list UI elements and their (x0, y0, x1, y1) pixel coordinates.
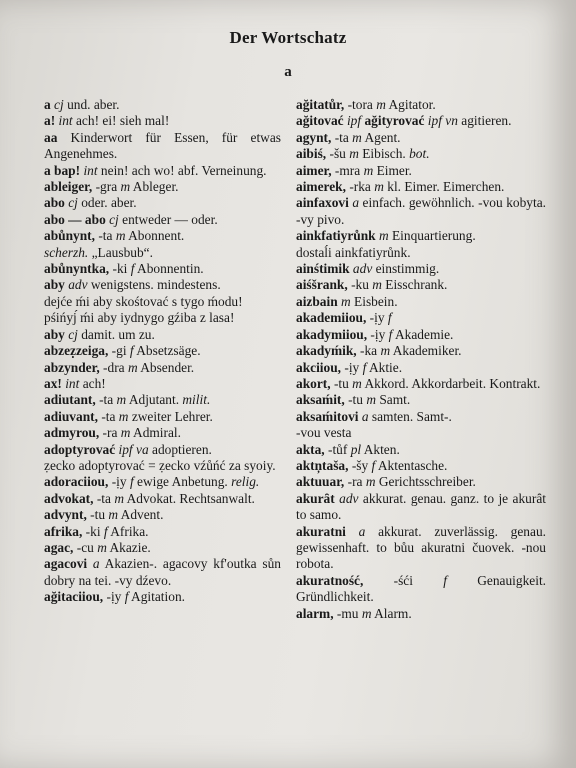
grammar-label: m (380, 343, 391, 359)
definition-text: einfach. gewöhnlich. -vou kobyta. -vy pivo. (296, 195, 546, 227)
dictionary-entry (44, 409, 281, 425)
definition-text: Eisbein. (350, 293, 398, 309)
definition-text: pśińyj́ ḿi aby iydnygo gźiba z lasa! (44, 310, 235, 326)
dictionary-entry (296, 130, 546, 146)
dictionary-entry (296, 179, 546, 195)
headword: ainśtimik (296, 261, 350, 277)
definition-text: Absender. (137, 359, 195, 375)
definition-text: -vou vesta (296, 425, 352, 441)
dictionary-entry (44, 163, 281, 179)
headword: agac, (44, 539, 74, 555)
headword: akuratność, (296, 572, 364, 588)
definition-text: -ịy (366, 310, 388, 326)
definition-text: -tůf (324, 441, 351, 457)
definition-text: Eibisch. (358, 146, 410, 162)
definition-text: -ta (95, 228, 116, 244)
section-letter: a (284, 64, 292, 80)
grammar-label: m (352, 375, 362, 391)
grammar-label: ipf vn (424, 113, 458, 129)
dictionary-entry (44, 556, 281, 589)
definition-text: akkurat. zuverlässig. genau. gewissenhaft. to bůu akuratni čuovek. -nou robota. (296, 523, 546, 572)
dictionary-entry (296, 474, 546, 490)
dictionary-entry (296, 97, 546, 113)
grammar-label: m (365, 474, 376, 490)
headword: a! (44, 113, 56, 129)
definition-text: -ra (99, 425, 121, 441)
definition-text: -ta (97, 408, 119, 424)
headword: ainkfatiyrůnk (296, 228, 376, 244)
dictionary-entry (44, 491, 281, 507)
definition-text: Akten. (361, 441, 400, 457)
grammar-label: milit. (182, 392, 211, 408)
grammar-label: int (55, 113, 73, 129)
dictionary-entry (44, 228, 281, 244)
definition-text: -dra (99, 359, 128, 375)
grammar-label: pl (350, 441, 362, 457)
headword: aimerek, (296, 179, 346, 195)
definition-text: Aktentasche. (375, 457, 448, 473)
definition-text: Admiral. (130, 425, 182, 441)
grammar-label: cj (50, 97, 64, 112)
dictionary-entry (44, 113, 281, 129)
headword: abzeẓzeiga, (44, 343, 109, 359)
definition-text: -šu (326, 146, 350, 162)
definition-text: -ịy (341, 359, 363, 375)
dictionary-entry (44, 524, 281, 540)
definition-text: -tora (344, 97, 377, 112)
dictionary-entry (296, 327, 546, 343)
grammar-label: a (87, 556, 100, 572)
headword: akta, (296, 441, 325, 457)
definition-text: -ki (109, 261, 131, 277)
headword: aksaḿitovi (296, 408, 359, 424)
definition-text: ẓecko adoptyrovać = ẓecko vźůńć za syoiy. (44, 457, 276, 473)
dictionary-entry (296, 113, 546, 129)
headword: aimer, (296, 162, 332, 178)
dictionary-entry (296, 392, 546, 408)
grammar-label: m (116, 392, 127, 408)
definition-text: -ịy (103, 589, 125, 605)
definition-text: Samt. (375, 392, 411, 408)
definition-text: Abonnentin. (134, 261, 204, 277)
dictionary-entry (296, 343, 546, 359)
dictionary-entry (296, 524, 546, 573)
headword: aby (44, 326, 65, 342)
grammar-label: m (337, 293, 351, 309)
definition-text: adoptieren. (148, 441, 212, 457)
definition-text: Absetzsäge. (133, 343, 201, 359)
grammar-label: int (61, 375, 80, 391)
dictionary-entry (296, 195, 546, 228)
page-title: Der Wortschatz (229, 28, 347, 47)
grammar-label: relig. (231, 474, 260, 490)
definition-text: Aktie. (366, 359, 403, 375)
definition-text: nein! ach wo! abf. Verneinung. (97, 162, 267, 178)
headword: aiśšrank, (296, 277, 348, 293)
dictionary-entry (296, 294, 546, 310)
headword: aibiś, (296, 146, 327, 162)
definition-text: zweiter Lehrer. (128, 408, 213, 424)
headword: abo (44, 195, 65, 211)
dictionary-entry (296, 245, 546, 261)
grammar-label: f (103, 523, 108, 539)
grammar-label: m (108, 507, 119, 523)
headword: akciiou, (296, 359, 342, 375)
dictionary-entry (296, 491, 546, 524)
headword: adoptyrovać (44, 441, 116, 457)
grammar-label: m (127, 359, 138, 375)
grammar-label: m (118, 408, 129, 424)
dictionary-entry (296, 277, 546, 293)
definition-text: Ableger. (130, 179, 179, 195)
definition-text: -ịy (108, 474, 130, 490)
definition-text: Akkord. Akkordarbeit. Kontrakt. (361, 375, 541, 391)
headword: abůnyntka, (44, 261, 110, 277)
headword: ağitovać (296, 113, 344, 129)
definition-text: oder. aber. (77, 195, 137, 211)
grammar-label: m (120, 425, 131, 441)
headword: aksaḿit, (296, 392, 345, 408)
grammar-label: f (130, 261, 135, 277)
definition-text: Afrika. (107, 523, 149, 539)
dictionary-entry (44, 245, 281, 261)
grammar-label: f (124, 589, 129, 605)
definition-text: -ịy (367, 326, 389, 342)
headword: aizbain (296, 293, 338, 309)
dictionary-entry (44, 474, 281, 490)
definition-text: -ki (82, 523, 104, 539)
definition-text: Kinderwort für Essen, für etwas Angenehmes. (44, 129, 281, 162)
grammar-label: m (361, 605, 372, 621)
grammar-label: scherzh. (44, 244, 89, 260)
grammar-label: m (115, 228, 126, 244)
definition-text: kl. Eimer. Eimerchen. (383, 179, 505, 195)
headword: aktņtaša, (296, 457, 349, 473)
headword: akadyḿik, (296, 343, 357, 359)
definition-text: -tu (86, 507, 109, 523)
grammar-label: f (362, 359, 367, 375)
dictionary-entry (44, 294, 281, 310)
definition-text: Eisschrank. (381, 277, 448, 293)
definition-text: -śći (363, 572, 444, 588)
grammar-label: f (371, 457, 376, 473)
definition-text: wenigstens. mindestens. (87, 277, 221, 293)
definition-text: Gerichtsschreiber. (375, 474, 476, 490)
headword: akuratni (296, 523, 346, 539)
definition-text: -cu (73, 539, 98, 555)
definition-text: Agitator. (385, 97, 436, 112)
grammar-label: f (443, 572, 447, 588)
grammar-label: a (358, 408, 369, 424)
definition-text: Advent. (118, 507, 164, 523)
grammar-label: m (372, 277, 382, 293)
definition-text: einstimmig. (372, 261, 440, 277)
definition-text: -gi (108, 343, 130, 359)
definition-text: -šy (348, 457, 372, 473)
dictionary-entry (44, 310, 281, 326)
definition-text: -mu (333, 605, 362, 621)
dictionary-entry (44, 343, 281, 359)
definition-text: Advokat. Rechtsanwalt. (123, 490, 255, 506)
grammar-label: m (120, 179, 131, 195)
headword: akademiiou, (296, 310, 367, 326)
grammar-label: cj (105, 211, 119, 227)
headword: adoraciiou, (44, 474, 109, 490)
definition-text: ach! (79, 375, 106, 391)
dictionary-entry (44, 425, 281, 441)
headword: a (44, 97, 51, 112)
dictionary-entry (296, 425, 546, 441)
grammar-label: m (375, 228, 389, 244)
grammar-label: a (345, 523, 366, 539)
dictionary-entry (44, 507, 281, 523)
definition-text: ewige Anbetung. (133, 474, 232, 490)
grammar-label: m (349, 146, 359, 162)
dictionary-entry (296, 228, 546, 244)
dictionary-entry (296, 606, 546, 622)
definition-text: -mra (331, 162, 364, 178)
headword: afrika, (44, 523, 83, 539)
definition-text: Akazien-. agacovy kf'outka sůn dobry na tei. -vy dźevo. (44, 556, 281, 588)
definition-text: ach! ei! sieh mal! (72, 113, 170, 129)
definition-text: -ra (344, 474, 366, 490)
definition-text: damit. um zu. (77, 326, 155, 342)
definition-text: und. aber. (63, 97, 120, 112)
dictionary-entry (296, 458, 546, 474)
headword: alarm, (296, 605, 334, 621)
definition-text: Akademiker. (390, 343, 462, 359)
headword: aktuuar, (296, 474, 345, 490)
headword: ağityrovać (364, 113, 425, 129)
headword: akadymiiou, (296, 326, 368, 342)
headword: akurȃt (296, 490, 335, 506)
dictionary-entry (44, 195, 281, 211)
definition-text: Alarm. (371, 605, 412, 621)
grammar-label: m (376, 97, 386, 112)
headword: abo — abo (44, 211, 106, 227)
definition-text: dejće ḿi aby skośtovać s tygo ḿodu! (44, 293, 243, 309)
definition-text: -tu (344, 392, 367, 408)
dictionary-entry (44, 589, 281, 605)
definition-text: samten. Samt-. (368, 408, 452, 424)
definition-text: Akademie. (392, 326, 454, 342)
grammar-label: adv (349, 261, 373, 277)
headword: agacovi (44, 556, 88, 572)
grammar-label: m (363, 162, 374, 178)
dictionary-entry (44, 458, 281, 474)
dictionary-entry (44, 442, 281, 458)
definition-text: „Lausbub“. (88, 244, 153, 260)
definition-text: -ku (347, 277, 373, 293)
dictionary-entry (44, 212, 281, 228)
dictionary-entry (44, 261, 281, 277)
definition-text: -gra (92, 179, 121, 195)
grammar-label: int (80, 162, 98, 178)
headword: admyrou, (44, 425, 100, 441)
headword: ableiger, (44, 179, 93, 195)
right-column (296, 97, 546, 622)
headword: ax! (44, 375, 62, 391)
dictionary-entry (44, 130, 281, 163)
dictionary-entry (44, 277, 281, 293)
dictionary-entry (296, 409, 546, 425)
dictionary-entry (44, 376, 281, 392)
grammar-label: ipf (343, 113, 362, 129)
dictionary-entry (296, 310, 546, 326)
grammar-label: m (114, 490, 124, 506)
headword: advynt, (44, 507, 87, 523)
dictionary-entry (296, 442, 546, 458)
grammar-label: f (387, 310, 392, 326)
grammar-label: m (374, 179, 384, 195)
headword: a bap! (44, 162, 81, 178)
headword: ainfaxovi (296, 195, 349, 211)
grammar-label: m (366, 392, 376, 408)
definition-text: Abonnent. (125, 228, 185, 244)
dictionary-entry (296, 376, 546, 392)
definition-text: -ta (331, 129, 353, 145)
grammar-label: a (348, 195, 360, 211)
grammar-label: m (352, 129, 362, 145)
headword: ağitaciiou, (44, 589, 104, 605)
headword: aa (44, 129, 58, 145)
headword: adiuvant, (44, 408, 98, 424)
dictionary-entry (296, 163, 546, 179)
dictionary-entry (296, 360, 546, 376)
dictionary-entry (44, 360, 281, 376)
headword: abůnynt, (44, 228, 95, 244)
definition-text: Akazie. (106, 539, 151, 555)
definition-text: Eimer. (373, 162, 412, 178)
grammar-label: adv (64, 277, 88, 293)
headword: agynt, (296, 129, 332, 145)
definition-text: -ta (93, 490, 115, 506)
definition-text: Genauigkeit. Gründlichkeit. (296, 572, 547, 605)
definition-text: -ta (95, 392, 117, 408)
definition-text: -tu (330, 375, 353, 391)
definition-text: akkurat. genau. ganz. to je akurȃt to samo. (296, 490, 546, 523)
definition-text: Einquartierung. (388, 228, 476, 244)
definition-text: agitieren. (457, 113, 512, 129)
definition-text: -rka (345, 179, 375, 195)
dictionary-entry (44, 97, 281, 113)
headword: aby (44, 277, 65, 293)
definition-text: Adjutant. (126, 392, 183, 408)
definition-text: -ka (356, 343, 381, 359)
headword: advokat, (44, 490, 94, 506)
definition-text: dostaĺi ainkfatiyrůnk. (296, 244, 411, 260)
definition-text: Agitation. (128, 589, 185, 605)
dictionary-entry (296, 146, 546, 162)
grammar-label: f (129, 343, 134, 359)
headword: ağitatůr, (296, 97, 345, 112)
grammar-label: adv (334, 490, 359, 506)
grammar-label: f (129, 474, 134, 490)
dictionary-entry (44, 179, 281, 195)
headword: abzynder, (44, 359, 100, 375)
left-column (44, 97, 281, 606)
grammar-label: f (388, 326, 393, 342)
grammar-label: m (97, 539, 107, 555)
grammar-label: bot. (409, 146, 430, 162)
headword: adiutant, (44, 392, 96, 408)
definition-text: Agent. (361, 129, 401, 145)
headword: akort, (296, 375, 331, 391)
grammar-label: ipf va (115, 441, 149, 457)
dictionary-entry (296, 573, 546, 606)
definition-text: entweder — oder. (118, 211, 218, 227)
dictionary-entry (44, 392, 281, 408)
dictionary-entry (44, 540, 281, 556)
dictionary-entry (296, 261, 546, 277)
grammar-label: cj (64, 326, 78, 342)
dictionary-entry (44, 327, 281, 343)
grammar-label: cj (64, 195, 78, 211)
